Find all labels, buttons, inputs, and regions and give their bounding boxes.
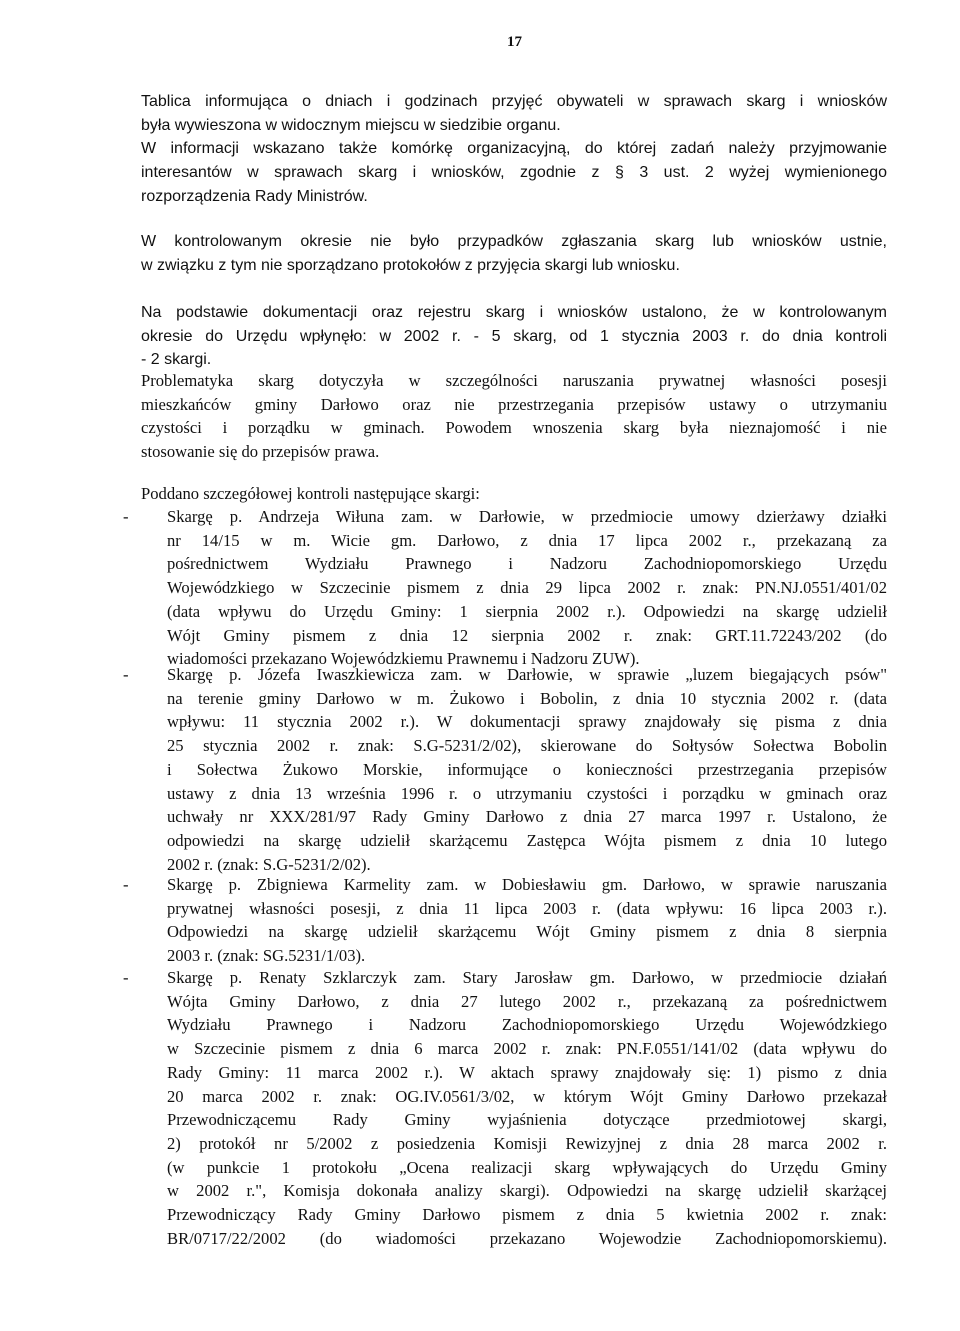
text-line: Poddano szczegółowej kontroli następujące skargi: <box>141 484 480 503</box>
text-line: Przewodniczący Rady Gminy Darłowo pismem z dnia 5 kwietnia 2002 r. znak: <box>167 1205 887 1225</box>
text-line: na terenie gminy Darłowo w m. Żukowo i Bobolin, z dnia 10 stycznia 2002 r. (data <box>167 688 887 708</box>
text-line: (data wpływu do Urzędu Gminy: 1 sierpnia 2002 r.). Odpowiedzi na skargę udzielił <box>167 601 887 621</box>
text-line: 2) protokół nr 5/2002 z posiedzenia Komisji Rewizyjnej z dnia 28 marca 2002 r. <box>167 1133 887 1153</box>
text-line: (w punkcie 1 protokołu „Ocena realizacji skarg wpływających do Urzędu Gminy <box>167 1157 887 1177</box>
paragraph-information-board <box>141 90 887 209</box>
text-line: Odpowiedzi na skargę udzielił skarżącemu Wójt Gminy pismem z dnia 8 sierpnia <box>167 922 887 942</box>
text-line: W kontrolowanym okresie nie było przypadków zgłaszania skarg lub wniosków ustnie, <box>141 233 887 250</box>
text-line: Skargę p. Renaty Szklarczyk zam. Stary Jarosław gm. Darłowo, w przedmiocie działań <box>167 968 887 987</box>
list-dash: - <box>123 507 129 526</box>
paragraph-complaints-subject <box>141 369 887 464</box>
text-line: 2003 r. (znak: SG.5231/1/03). <box>167 946 366 966</box>
list-item-complaint <box>123 663 887 876</box>
list-item-text <box>167 966 887 1250</box>
page-number: 17 <box>507 34 522 50</box>
text-line: w Szczecinie pismem z dnia 6 marca 2002 r. znak: PN.F.0551/141/02 (data wpływu do <box>167 1039 887 1059</box>
text-line: Problematyka skarg dotyczyła w szczególności naruszania prywatnej własności posesji <box>141 371 887 390</box>
text-line: interesantów w sprawach skarg i wniosków, zgodnie z § 3 ust. 2 wyżej wymienionego <box>141 164 887 182</box>
text-line: Skargę p. Zbigniewa Karmelity zam. w Dobiesławiu gm. Darłowo, w sprawie naruszania <box>167 875 887 894</box>
text-line: Wydziału Prawnego i Nadzoru Zachodniopomorskiego Urzędu Wojewódzkiego <box>167 1015 887 1035</box>
text-line: - 2 skargi. <box>141 351 212 369</box>
text-line: wiadomości przekazano Wojewódzkiemu Prawnemu i Nadzoru ZUW). <box>167 649 640 669</box>
list-item-complaint <box>123 966 887 1250</box>
text-line: Skargę p. Andrzeja Wiłuna zam. w Darłowie, w przedmiocie umowy dzierżawy działki <box>167 507 887 526</box>
text-line: 2002 r. (znak: S.G-5231/2/02). <box>167 854 371 874</box>
list-dash: - <box>123 968 129 987</box>
text-line: Skargę p. Józefa Iwaszkiewicza zam. w Darłowie, w sprawie „luzem biegających psów" <box>167 665 887 684</box>
text-line: czystości i porządku w gminach. Powodem wnoszenia skarg była nieznajomość i nie <box>141 418 887 438</box>
paragraph-complaints-count <box>141 301 887 372</box>
list-item-text <box>167 873 887 968</box>
text-line: W informacji wskazano także komórkę organizacyjną, do której zadań należy przyjmowanie <box>141 140 887 158</box>
text-line: Przewodniczącemu Rady Gminy wyjaśnienia dotyczące przedmiotowej skargi, <box>167 1110 887 1130</box>
list-item-complaint <box>123 873 887 968</box>
text-line: wpływu: 11 stycznia 2002 r.). W dokumentacji sprawy znajdowały się pisma z dnia <box>167 712 887 732</box>
text-line: w 2002 r.", Komisja dokonała analizy skargi). Odpowiedzi na skargę udzielił skarżącej <box>167 1181 887 1201</box>
text-line: ustawy z dnia 13 września 1996 r. o utrzymaniu czystości i porządku w gminach oraz <box>167 783 887 803</box>
text-line: 20 marca 2002 r. znak: OG.IV.0561/3/02, w którym Wójt Gminy Darłowo przekazał <box>167 1086 887 1106</box>
list-item-complaint <box>123 505 887 671</box>
text-line: stosowanie się do przepisów prawa. <box>141 442 380 462</box>
text-line: Wójt Gminy pismem z dnia 12 sierpnia 2002 r. znak: GRT.11.72243/202 (do <box>167 625 887 645</box>
list-dash: - <box>123 875 129 894</box>
text-line: pośrednictwem Wydziału Prawnego i Nadzoru Zachodniopomorskiego Urzędu <box>167 554 887 574</box>
text-line: Wojewódzkiego w Szczecinie pismem z dnia 29 lipca 2002 r. znak: PN.NJ.0551/401/02 <box>167 578 887 598</box>
list-item-text <box>167 505 887 671</box>
text-line: Na podstawie dokumentacji oraz rejestru skarg i wniosków ustalono, że w kontrolowanym <box>141 304 887 321</box>
text-line: Wójta Gminy Darłowo, z dnia 27 lutego 2002 r., przekazaną za pośrednictwem <box>167 991 887 1011</box>
text-line: w związku z tym nie sporządzano protokołów z przyjęcia skargi lub wniosku. <box>141 256 680 274</box>
paragraph-inspected-complaints-intro <box>141 482 887 506</box>
text-line: prywatnej własności posesji, z dnia 11 lipca 2003 r. (data wpływu: 16 lipca 2003 r.). <box>167 898 887 918</box>
text-line: Rady Gminy: 11 marca 2002 r.). W aktach sprawy znajdowały się: 1) pismo z dnia <box>167 1062 887 1082</box>
text-line: 25 stycznia 2002 r. znak: S.G-5231/2/02), skierowane do Sołtysów Sołectwa Bobolin <box>167 736 887 756</box>
paragraph-oral-complaints <box>141 230 887 277</box>
list-dash: - <box>123 665 129 684</box>
text-line: i Sołectwa Żukowo Morskie, informujące o konieczności przestrzegania przepisów <box>167 759 887 779</box>
list-item-text <box>167 663 887 876</box>
text-line: rozporządzenia Rady Ministrów. <box>141 187 368 205</box>
text-line: BR/0717/22/2002 (do wiadomości przekazano Wojewodzie Zachodniopomorskiemu). <box>167 1228 887 1248</box>
text-line: mieszkańców gminy Darłowo oraz nie przestrzegania przepisów ustawy o utrzymaniu <box>141 394 887 414</box>
text-line: była wywieszona w widocznym miejscu w siedzibie organu. <box>141 116 561 134</box>
text-line: Tablica informująca o dniach i godzinach przyjęć obywateli w sprawach skarg i wniosków <box>141 93 887 110</box>
text-line: uchwały nr XXX/281/97 Rady Gminy Darłowo z dnia 27 marca 1997 r. Ustalono, że <box>167 807 887 827</box>
text-line: nr 14/15 w m. Wicie gm. Darłowo, z dnia 17 lipca 2002 r., przekazaną za <box>167 530 887 550</box>
text-line: odpowiedzi na skargę udzielił skarżącemu Zastępca Wójta pismem z dnia 10 lutego <box>167 830 887 850</box>
text-line: okresie do Urzędu wpłynęło: w 2002 r. - 5 skarg, od 1 stycznia 2003 r. do dnia kontroli <box>141 327 887 345</box>
